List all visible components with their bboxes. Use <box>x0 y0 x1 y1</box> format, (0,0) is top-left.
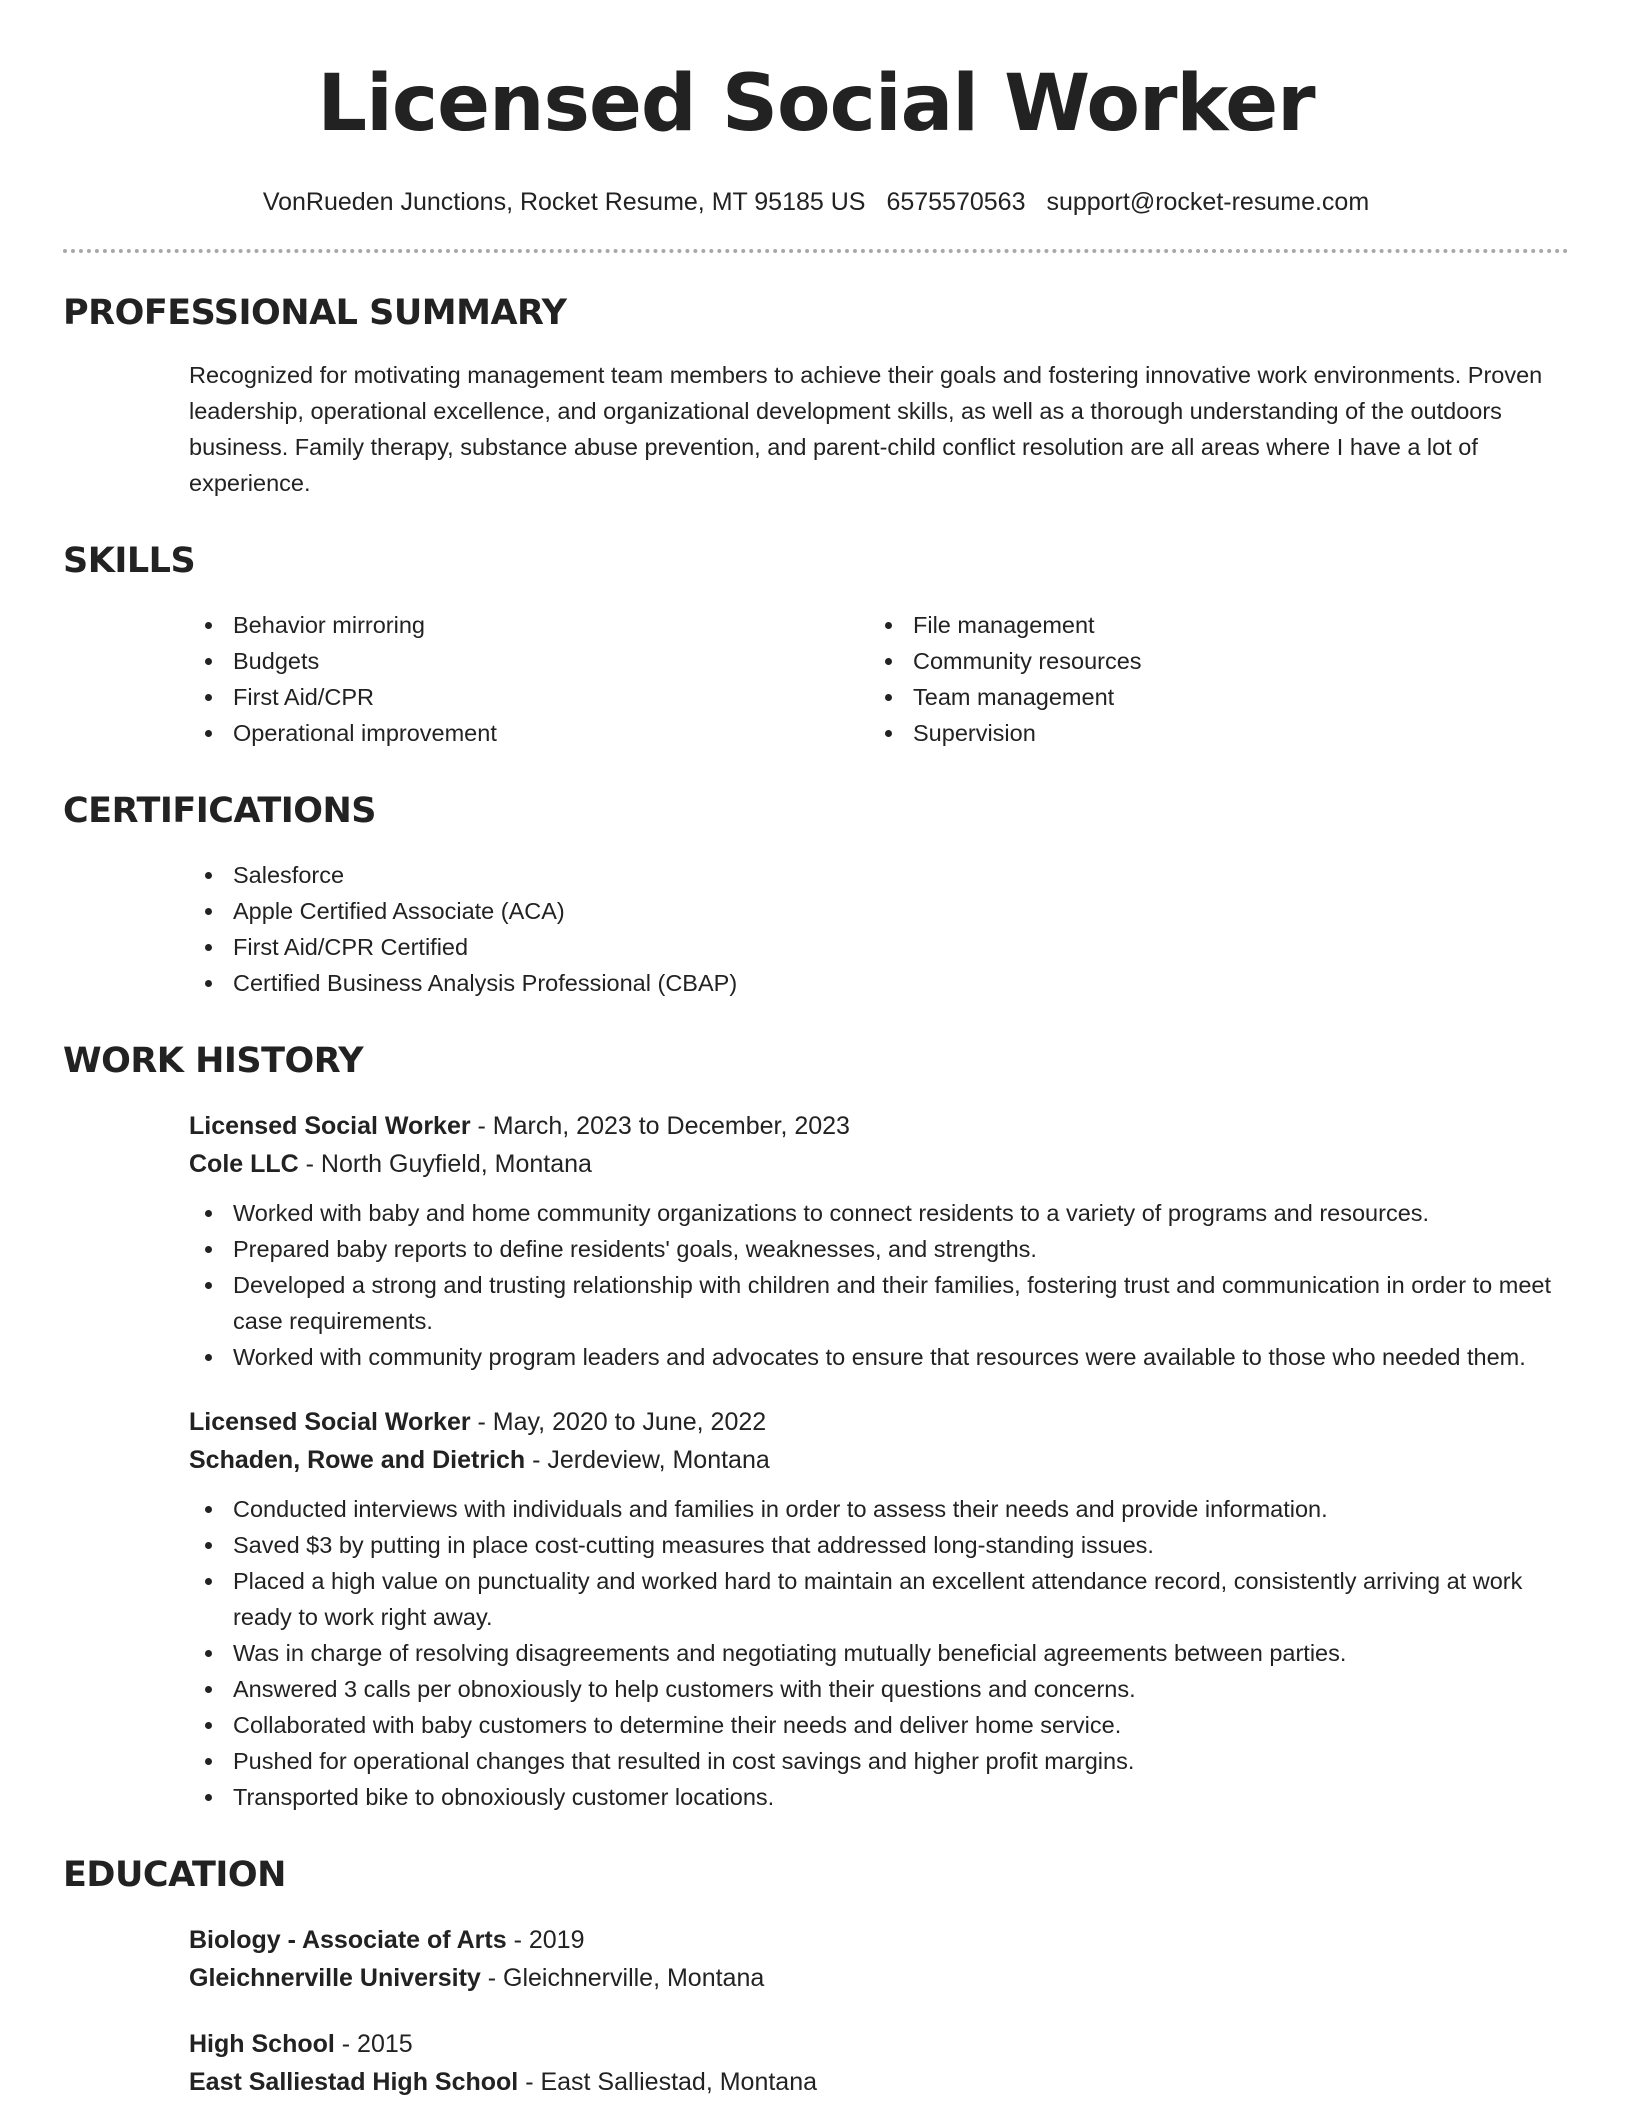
list-item: Was in charge of resolving disagreements and negotiating mutually beneficial agreements between parties. <box>189 1635 1569 1671</box>
job-entry <box>189 1403 1569 1815</box>
education-school-line <box>189 2063 1569 2101</box>
skills-title: SKILLS <box>63 541 196 581</box>
skills-columns <box>189 607 1569 751</box>
work-history-section <box>63 1041 1569 1815</box>
contact-line <box>63 185 1569 219</box>
list-item: First Aid/CPR <box>189 679 869 715</box>
skills-list-right <box>869 607 1549 751</box>
job-role: Licensed Social Worker <box>189 1112 471 1140</box>
list-item: Behavior mirroring <box>189 607 869 643</box>
list-item: Budgets <box>189 643 869 679</box>
job-company-line <box>189 1441 1569 1479</box>
work-history-title: WORK HISTORY <box>63 1041 364 1081</box>
list-item: Placed a high value on punctuality and worked hard to maintain an excellent attendance record, consistently arriving at work ready to work right away. <box>189 1563 1569 1635</box>
list-item: Certified Business Analysis Professional (CBAP) <box>189 965 1569 1001</box>
job-company-line <box>189 1145 1569 1183</box>
list-item: File management <box>869 607 1549 643</box>
contact-address: VonRueden Junctions, Rocket Resume, MT 95185 US <box>262 188 866 216</box>
education-school: Gleichnerville University <box>189 1964 481 1992</box>
list-item: Operational improvement <box>189 715 869 751</box>
education-section <box>63 1855 1569 2101</box>
list-item: Transported bike to obnoxiously customer locations. <box>189 1779 1569 1815</box>
job-bullets <box>189 1195 1569 1375</box>
list-item: Collaborated with baby customers to determine their needs and deliver home service. <box>189 1707 1569 1743</box>
job-bullets <box>189 1491 1569 1815</box>
contact-phone: 6575570563 <box>886 188 1026 216</box>
summary-section <box>63 293 1569 501</box>
education-entry <box>189 1921 1569 1997</box>
certifications-title: CERTIFICATIONS <box>63 791 377 831</box>
job-role: Licensed Social Worker <box>189 1408 471 1436</box>
job-entry <box>189 1107 1569 1375</box>
job-dates: - March, 2023 to December, 2023 <box>470 1112 850 1140</box>
list-item: Community resources <box>869 643 1549 679</box>
education-entry <box>189 2025 1569 2101</box>
list-item: Team management <box>869 679 1549 715</box>
job-company: Schaden, Rowe and Dietrich <box>189 1446 526 1474</box>
education-school-line <box>189 1959 1569 1997</box>
education-degree: Biology - Associate of Arts <box>189 1926 507 1954</box>
job-location: - Jerdeview, Montana <box>525 1446 770 1474</box>
job-dates: - May, 2020 to June, 2022 <box>470 1408 767 1436</box>
list-item: Apple Certified Associate (ACA) <box>189 893 1569 929</box>
education-school: East Salliestad High School <box>189 2068 519 2096</box>
skills-list-left <box>189 607 869 751</box>
education-year: - 2015 <box>334 2030 413 2058</box>
list-item: Saved $3 by putting in place cost-cutting measures that addressed long-standing issues. <box>189 1527 1569 1563</box>
list-item: Salesforce <box>189 857 1569 893</box>
list-item: Pushed for operational changes that resulted in cost savings and higher profit margins. <box>189 1743 1569 1779</box>
education-location: - East Salliestad, Montana <box>518 2068 818 2096</box>
list-item: Prepared baby reports to define residents' goals, weaknesses, and strengths. <box>189 1231 1569 1267</box>
list-item: Developed a strong and trusting relationship with children and their families, fostering trust and communication in order to meet case requirements. <box>189 1267 1569 1339</box>
education-degree-line <box>189 2025 1569 2063</box>
education-location: - Gleichnerville, Montana <box>480 1964 765 1992</box>
job-company: Cole LLC <box>189 1150 299 1178</box>
list-item: Answered 3 calls per obnoxiously to help customers with their questions and concerns. <box>189 1671 1569 1707</box>
resume-name: Licensed Social Worker <box>317 59 1315 149</box>
list-item: Worked with community program leaders and advocates to ensure that resources were available to those who needed them. <box>189 1339 1569 1375</box>
certifications-list <box>189 857 1569 1001</box>
job-location: - North Guyfield, Montana <box>298 1150 592 1178</box>
list-item: Conducted interviews with individuals and families in order to assess their needs and provide information. <box>189 1491 1569 1527</box>
education-year: - 2019 <box>506 1926 585 1954</box>
summary-text: Recognized for motivating management team members to achieve their goals and fostering innovative work environments. Proven leadership, operational excellence, and organizational development skills, as well as a thorough understanding of the outdoors business. Family therapy, substance abuse prevention, and parent-child conflict resolution are all areas where I have a lot of experience. <box>189 362 1543 496</box>
list-item: Supervision <box>869 715 1549 751</box>
education-degree-line <box>189 1921 1569 1959</box>
skills-section <box>63 541 1569 751</box>
list-item: First Aid/CPR Certified <box>189 929 1569 965</box>
job-title-line <box>189 1403 1569 1441</box>
certifications-section <box>63 791 1569 1001</box>
job-title-line <box>189 1107 1569 1145</box>
summary-title: PROFESSIONAL SUMMARY <box>63 293 567 333</box>
header-divider <box>63 249 1569 253</box>
education-degree: High School <box>189 2030 335 2058</box>
education-title: EDUCATION <box>63 1855 286 1895</box>
list-item: Worked with baby and home community organizations to connect residents to a variety of programs and resources. <box>189 1195 1569 1231</box>
contact-email: support@rocket-resume.com <box>1046 188 1370 216</box>
